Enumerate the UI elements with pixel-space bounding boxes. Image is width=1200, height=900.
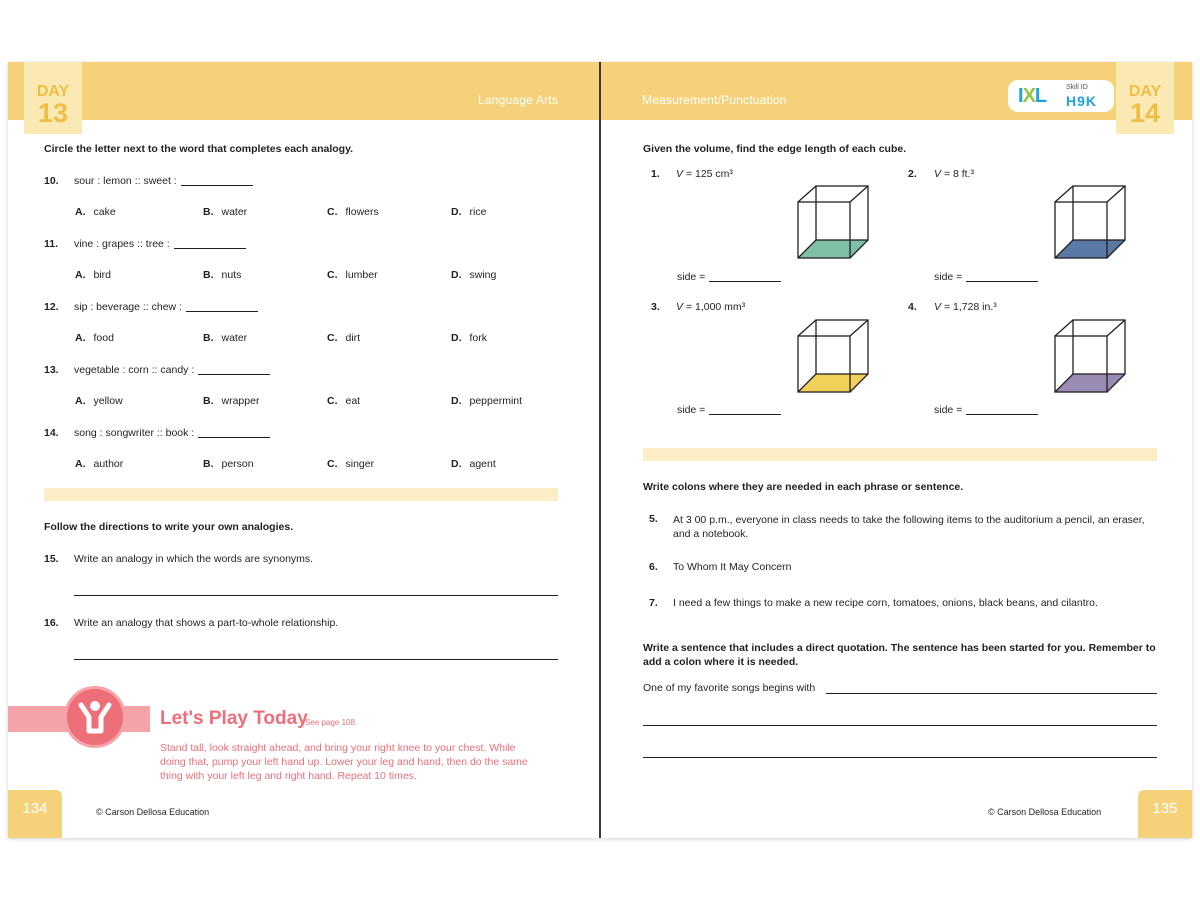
option-b[interactable]: B. nuts [203, 269, 242, 281]
book-spine [599, 62, 601, 838]
page-number: 134 [8, 790, 62, 838]
cube-volume: V = 125 cm³ [676, 168, 733, 180]
copyright: © Carson Dellosa Education [988, 807, 1102, 817]
section-title: Language Arts [478, 93, 558, 107]
question-number: 3. [651, 301, 660, 313]
question-number: 7. [649, 597, 658, 609]
lets-play-note: *See page 108. [302, 718, 358, 727]
side-answer[interactable]: side = [677, 271, 781, 283]
cube-diagram [796, 184, 872, 260]
question-number: 1. [651, 168, 660, 180]
option-d[interactable]: D. swing [451, 269, 497, 281]
person-arms-up-icon [64, 686, 126, 748]
workbook-spread [8, 62, 1192, 838]
answer-blank[interactable] [198, 437, 270, 438]
cube-volume: V = 1,000 mm³ [676, 301, 746, 313]
option-b[interactable]: B. wrapper [203, 395, 260, 407]
question-number: 14. [44, 427, 59, 439]
colon-sentence: At 3 00 p.m., everyone in class needs to take the following items to the auditorium a pencil, an eraser, and a notebook. [673, 514, 1145, 540]
option-a[interactable]: A. yellow [75, 395, 123, 407]
answer-line[interactable] [826, 693, 1157, 694]
option-c[interactable]: C. eat [327, 395, 361, 407]
quotation-instruction: Write a sentence that includes a direct quotation. The sentence has been started for you. Remember to add a colon where it is needed. [643, 642, 1156, 668]
cube-diagram [1053, 184, 1129, 260]
colon-instruction: Write colons where they are needed in each phrase or sentence. [643, 481, 964, 493]
question-text: song : songwriter :: book : [74, 427, 270, 439]
header-band [8, 62, 600, 120]
option-a[interactable]: A. food [75, 332, 114, 344]
option-b[interactable]: B. water [203, 332, 248, 344]
skill-id-label: Skill ID [1066, 84, 1088, 91]
day-badge-14 [1116, 62, 1174, 134]
page-number: 135 [1138, 790, 1192, 838]
option-d[interactable]: D. fork [451, 332, 488, 344]
cube-diagram [796, 318, 872, 394]
option-d[interactable]: D. agent [451, 458, 496, 470]
section-divider [44, 488, 558, 501]
option-d[interactable]: D. rice [451, 206, 487, 218]
colon-sentence: I need a few things to make a new recipe corn, tomatoes, onions, black beans, and cilantro. [673, 597, 1098, 609]
sentence-start: One of my favorite songs begins with [643, 682, 816, 694]
analogy-instruction: Circle the letter next to the word that completes each analogy. [44, 143, 354, 155]
day-number: 14 [1129, 98, 1161, 128]
question-number: 2. [908, 168, 917, 180]
option-a[interactable]: A. cake [75, 206, 116, 218]
ixl-skill-badge[interactable] [1008, 80, 1114, 112]
cube-diagram [1053, 318, 1129, 394]
answer-line[interactable] [643, 757, 1157, 758]
question-number: 16. [44, 617, 59, 629]
option-a[interactable]: A. bird [75, 269, 112, 281]
section-title: Measurement/Punctuation [642, 93, 787, 107]
cube-volume: V = 8 ft.³ [934, 168, 974, 180]
page-135 [600, 62, 1192, 838]
day-label: DAY [36, 83, 70, 100]
question-number: 11. [44, 238, 59, 250]
lets-play-title: Let's Play Today [160, 708, 308, 729]
answer-blank[interactable] [174, 248, 246, 249]
question-number: 5. [649, 513, 658, 525]
question-number: 12. [44, 301, 59, 313]
lets-play-text: Stand tall, look straight ahead, and bring your right knee to your chest. While doing that, pump your left hand up. Lower your leg and hand, then do the same thing with your left leg and right hand. Repeat 10 times. [160, 742, 528, 782]
section-divider [643, 448, 1157, 461]
write-analogies-instruction: Follow the directions to write your own analogies. [44, 521, 294, 533]
colon-sentence: To Whom It May Concern [673, 561, 792, 573]
answer-line[interactable] [74, 659, 558, 660]
option-c[interactable]: C. singer [327, 458, 375, 470]
question-text: vegetable : corn :: candy : [74, 364, 270, 376]
answer-blank[interactable] [198, 374, 270, 375]
answer-line[interactable] [74, 595, 558, 596]
cube-instruction: Given the volume, find the edge length of each cube. [643, 143, 907, 155]
option-a[interactable]: A. author [75, 458, 124, 470]
side-answer[interactable]: side = [934, 271, 1038, 283]
option-d[interactable]: D. peppermint [451, 395, 523, 407]
question-text: sip : beverage :: chew : [74, 301, 258, 313]
side-answer[interactable]: side = [677, 404, 781, 416]
question-number: 15. [44, 553, 59, 565]
skill-id-code: H9K [1066, 93, 1098, 109]
question-number: 4. [908, 301, 917, 313]
option-c[interactable]: C. lumber [327, 269, 378, 281]
write-prompt: Write an analogy in which the words are synonyms. [74, 553, 314, 565]
answer-blank[interactable] [186, 311, 258, 312]
question-number: 6. [649, 561, 658, 573]
option-c[interactable]: C. dirt [327, 332, 361, 344]
side-answer[interactable]: side = [934, 404, 1038, 416]
page-134 [8, 62, 600, 838]
question-number: 13. [44, 364, 59, 376]
question-text: sour : lemon :: sweet : [74, 175, 253, 187]
cube-volume: V = 1,728 in.³ [934, 301, 997, 313]
answer-blank[interactable] [181, 185, 253, 186]
question-number: 10. [44, 175, 59, 187]
write-prompt: Write an analogy that shows a part-to-whole relationship. [74, 617, 339, 629]
day-number: 13 [37, 98, 69, 128]
option-b[interactable]: B. person [203, 458, 254, 470]
day-badge-13 [24, 62, 82, 134]
option-b[interactable]: B. water [203, 206, 248, 218]
answer-line[interactable] [643, 725, 1157, 726]
day-label: DAY [1128, 83, 1162, 100]
option-c[interactable]: C. flowers [327, 206, 379, 218]
copyright: © Carson Dellosa Education [96, 807, 210, 817]
question-text: vine : grapes :: tree : [74, 238, 246, 250]
ixl-logo: IXL [1018, 85, 1047, 107]
